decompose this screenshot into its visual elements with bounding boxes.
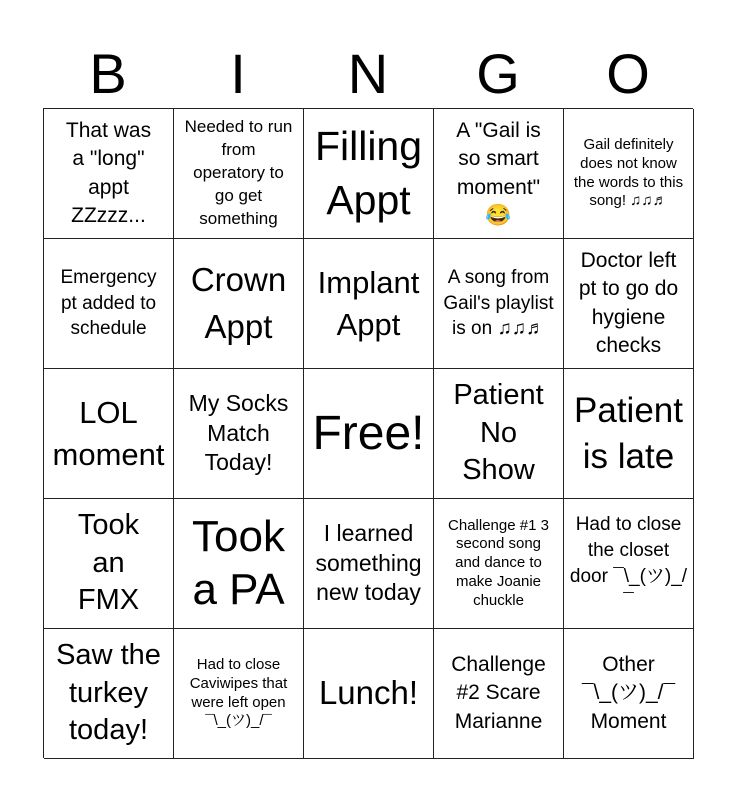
cell-text: Had to close Caviwipes that were left open ¯\_(ツ)_/¯ <box>189 656 288 730</box>
bingo-cell[interactable] <box>434 109 564 239</box>
bingo-cell[interactable] <box>564 109 694 239</box>
bingo-cell[interactable] <box>174 369 304 499</box>
bingo-cell[interactable] <box>44 109 174 239</box>
cell-text: My Socks Match Today! <box>188 389 289 476</box>
cell-text: Crown Appt <box>190 261 287 345</box>
cell-text: LOL moment <box>52 394 165 472</box>
cell-text: I learned something new today <box>315 519 422 606</box>
bingo-cell[interactable] <box>174 499 304 629</box>
bingo-board <box>43 108 693 758</box>
bingo-cell[interactable] <box>304 239 434 369</box>
cell-text: Implant Appt <box>317 264 420 342</box>
header-letter-i: I <box>230 42 246 105</box>
cell-text: Took an FMX <box>77 508 140 617</box>
bingo-cell[interactable] <box>304 109 434 239</box>
bingo-cell[interactable] <box>304 369 434 499</box>
bingo-cell[interactable] <box>174 629 304 759</box>
cell-text: Other ¯\_(ツ)_/¯ Moment <box>581 652 676 733</box>
header-letter-g: G <box>476 42 520 105</box>
bingo-cell[interactable] <box>174 109 304 239</box>
bingo-cell[interactable] <box>44 369 174 499</box>
cell-text: Free! <box>312 406 425 460</box>
bingo-cell[interactable] <box>434 239 564 369</box>
bingo-cell[interactable] <box>564 239 694 369</box>
cell-text: Patient No Show <box>453 378 544 487</box>
bingo-cell[interactable] <box>44 239 174 369</box>
header-letter-b: B <box>89 42 127 105</box>
cell-text: Patient is late <box>574 391 683 476</box>
cell-text: Filling Appt <box>314 123 423 223</box>
bingo-cell[interactable] <box>434 499 564 629</box>
bingo-cell[interactable] <box>564 369 694 499</box>
bingo-cell[interactable] <box>174 239 304 369</box>
cell-text: Doctor left pt to go do hygiene checks <box>578 248 679 357</box>
cell-text: Gail definitely does not know the words to this song! ♫♫♬ <box>573 136 684 210</box>
cell-text: A "Gail is so smart moment" 😂 <box>456 118 541 227</box>
bingo-cell[interactable] <box>434 369 564 499</box>
cell-text: Emergency pt added to schedule <box>60 267 157 340</box>
cell-text: A song from Gail's playlist is on ♫♫♬ <box>443 267 554 340</box>
bingo-cell[interactable] <box>564 629 694 759</box>
cell-text: Needed to run from operatory to go get something <box>184 117 293 228</box>
header-letter-o: O <box>606 42 650 105</box>
cell-text: Took a PA <box>192 511 285 614</box>
cell-text: Challenge #1 3 second song and dance to make Joanie chuckle <box>448 516 549 609</box>
bingo-cell[interactable] <box>44 629 174 759</box>
cell-text: Challenge #2 Scare Marianne <box>451 652 546 733</box>
cell-text: Had to close the closet door ¯\_(ツ)_/¯ <box>569 514 688 613</box>
bingo-cell[interactable] <box>434 629 564 759</box>
cell-text: Saw the turkey today! <box>56 638 161 747</box>
bingo-cell[interactable] <box>564 499 694 629</box>
bingo-cell[interactable] <box>304 629 434 759</box>
cell-text: Lunch! <box>318 674 419 712</box>
bingo-cell[interactable] <box>304 499 434 629</box>
header-letter-n: N <box>347 42 389 105</box>
bingo-cell[interactable] <box>44 499 174 629</box>
cell-text: That was a "long" appt ZZzzz... <box>65 118 152 227</box>
bingo-header <box>43 40 693 108</box>
